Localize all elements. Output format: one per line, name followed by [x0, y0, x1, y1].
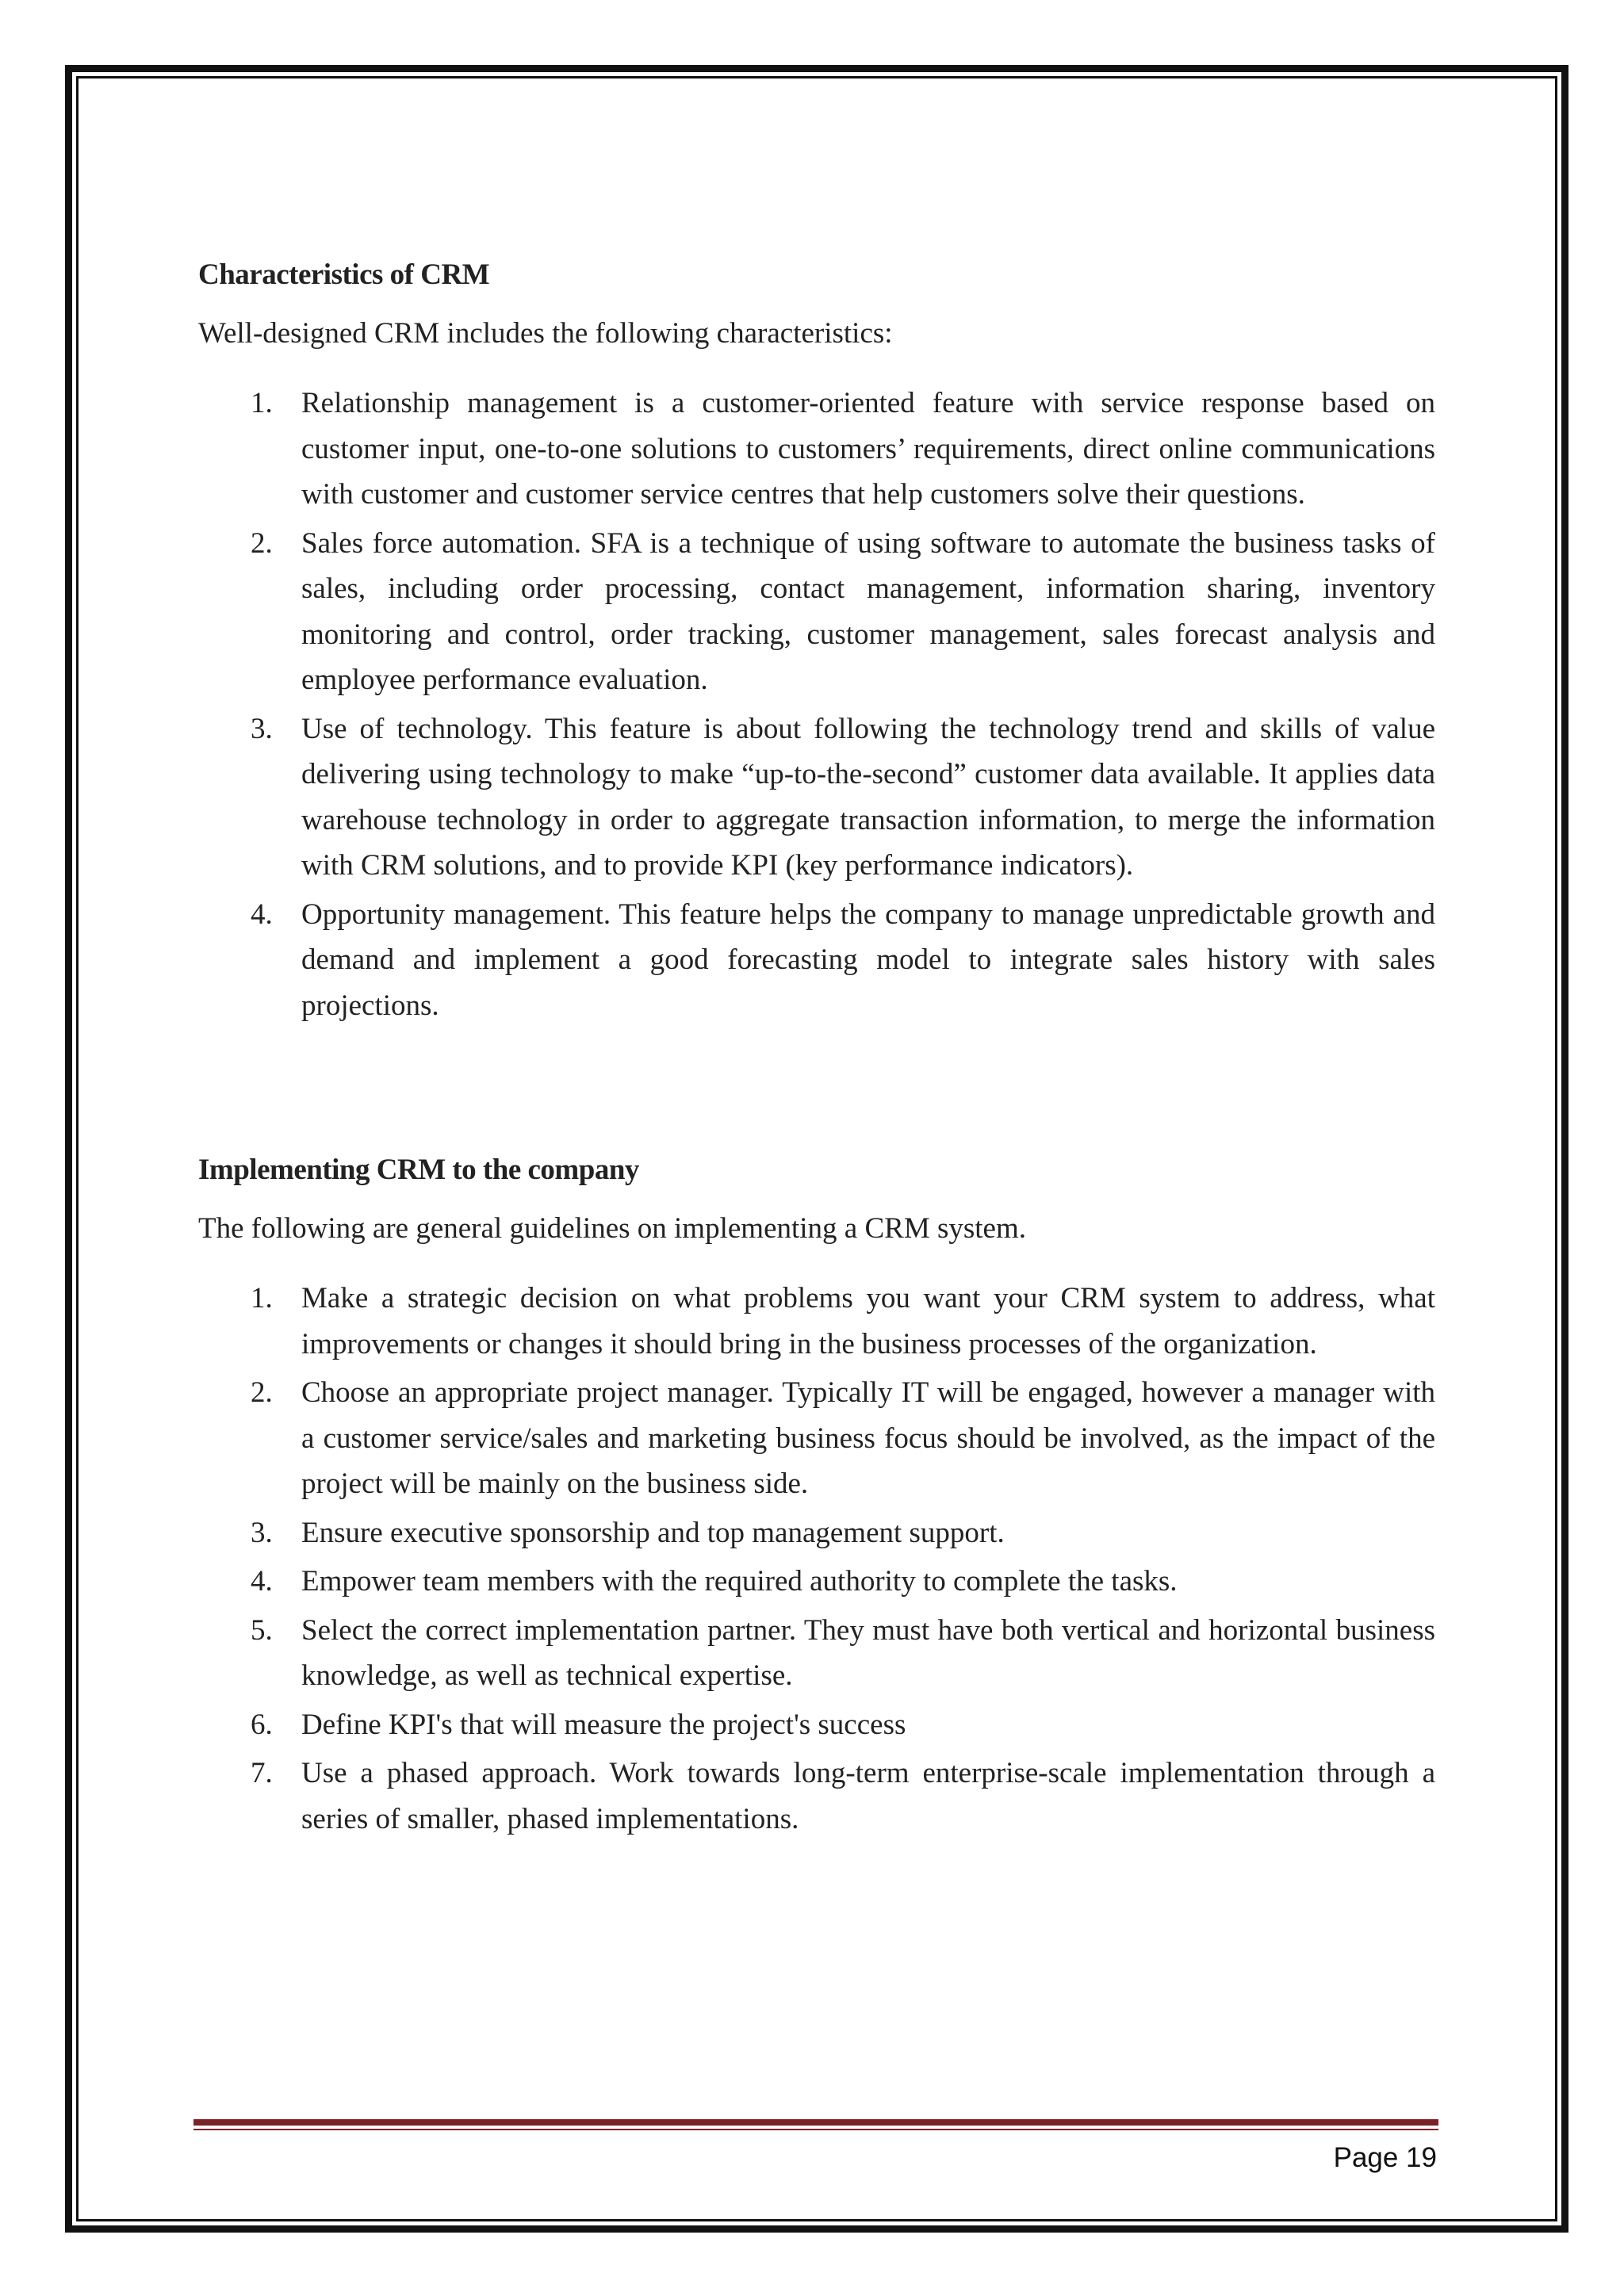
- list-item-text: Define KPI's that will measure the project's success: [301, 1708, 906, 1741]
- footer-rule-thin: [193, 2129, 1438, 2130]
- page-number: Page 19: [1333, 2142, 1437, 2173]
- list-item: [198, 1276, 1435, 1367]
- list-item: [198, 1702, 1435, 1748]
- section-implementing: [198, 1147, 1435, 1842]
- section-heading: Implementing CRM to the company: [198, 1154, 639, 1186]
- list-number: 6.: [251, 1708, 273, 1741]
- section-intro: Well-designed CRM includes the following characteristics:: [198, 317, 893, 350]
- section-intro: The following are general guidelines on implementing a CRM system.: [198, 1212, 1027, 1245]
- list-number: 4.: [251, 1565, 273, 1598]
- list-item-text: Choose an appropriate project manager. Typically IT will be engaged, however a manager with a customer service/sales and marketing business focus should be involved, as the impact of the project will be mainly on the business side.: [301, 1376, 1435, 1500]
- list-number: 1.: [251, 387, 273, 419]
- list-item-text: Relationship management is a customer-oriented feature with service response based on customer input, one-to-one solutions to customers’ requirements, direct online communications with customer and customer service centres that help customers solve their questions.: [301, 387, 1435, 511]
- list-item: [198, 1510, 1435, 1556]
- list-item: [198, 1751, 1435, 1842]
- list-item: [198, 381, 1435, 518]
- list-item-text: Empower team members with the required authority to complete the tasks.: [301, 1565, 1178, 1598]
- list-item: [198, 706, 1435, 889]
- list-item-text: Make a strategic decision on what problems you want your CRM system to address, what improvements or changes it should bring in the business processes of the organization.: [301, 1282, 1435, 1360]
- list-item-text: Ensure executive sponsorship and top management support.: [301, 1516, 1005, 1549]
- list-item: [198, 521, 1435, 703]
- list-number: 5.: [251, 1613, 273, 1647]
- list-number: 3.: [251, 1516, 273, 1549]
- list-item: [198, 1559, 1435, 1605]
- characteristics-list: [198, 381, 1435, 1028]
- list-number: 3.: [251, 712, 273, 745]
- list-item: [198, 1370, 1435, 1507]
- list-number: 2.: [251, 1376, 273, 1409]
- list-item: [198, 1608, 1435, 1699]
- list-number: 2.: [251, 526, 273, 560]
- list-item-text: Use of technology. This feature is about following the technology trend and skills of value delivering using technology to make “up-to-the-second” customer data available. It applies data warehouse technology in order to aggregate transaction information, to merge the information with CRM solutions, and to provide KPI (key performance indicators).: [301, 712, 1435, 882]
- page-content: [198, 252, 1435, 1845]
- list-number: 4.: [251, 897, 273, 931]
- list-item-text: Opportunity management. This feature helps the company to manage unpredictable growth and demand and implement a good forecasting model to integrate sales history with sales projections.: [301, 897, 1435, 1022]
- list-number: 7.: [251, 1757, 273, 1789]
- list-number: 1.: [251, 1282, 273, 1314]
- section-characteristics: [198, 252, 1435, 1028]
- list-item-text: Use a phased approach. Work towards long-term enterprise-scale implementation through a series of smaller, phased implementations.: [301, 1757, 1435, 1835]
- guidelines-list: [198, 1276, 1435, 1842]
- section-heading: Characteristics of CRM: [198, 258, 490, 291]
- list-item: [198, 892, 1435, 1029]
- footer-rule: [193, 2119, 1438, 2126]
- list-item-text: Sales force automation. SFA is a technique of using software to automate the business tasks of sales, including order processing, contact management, information sharing, inventory monitoring and control, order tracking, customer management, sales forecast analysis and employee performance evaluation.: [301, 526, 1435, 696]
- list-item-text: Select the correct implementation partner. They must have both vertical and horizontal business knowledge, as well as technical expertise.: [301, 1613, 1435, 1692]
